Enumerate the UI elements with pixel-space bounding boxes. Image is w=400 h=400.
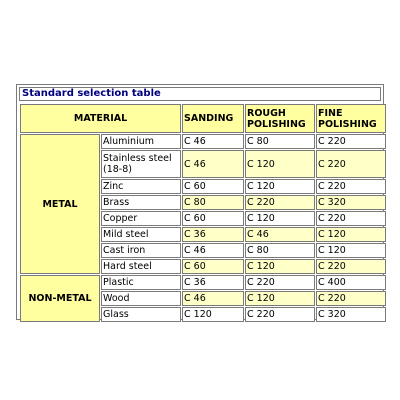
sanding-cell: C 80 (182, 195, 244, 210)
sanding-cell: C 36 (182, 227, 244, 242)
sanding-cell: C 46 (182, 150, 244, 178)
material-cell: Hard steel (101, 259, 181, 274)
material-cell: Zinc (101, 179, 181, 194)
sanding-cell: C 46 (182, 134, 244, 149)
rough-polishing-cell: C 80 (245, 134, 315, 149)
selection-table-frame (16, 84, 384, 320)
fine-polishing-cell: C 320 (316, 195, 386, 210)
rough-polishing-cell: C 120 (245, 259, 315, 274)
material-cell: Plastic (101, 275, 181, 290)
rough-polishing-cell: C 220 (245, 307, 315, 322)
material-cell: Brass (101, 195, 181, 210)
rough-polishing-cell: C 220 (245, 195, 315, 210)
sanding-cell: C 60 (182, 179, 244, 194)
header-sanding: SANDING (182, 104, 244, 133)
header-fine-line2: POLISHING (318, 118, 377, 130)
sanding-cell: C 60 (182, 211, 244, 226)
rough-polishing-cell: C 46 (245, 227, 315, 242)
fine-polishing-cell: C 120 (316, 227, 386, 242)
header-fine-line1: FINE (318, 107, 343, 119)
group-label-metal: METAL (20, 134, 100, 274)
fine-polishing-cell: C 220 (316, 259, 386, 274)
sanding-cell: C 60 (182, 259, 244, 274)
header-rough-line2: POLISHING (247, 118, 306, 130)
header-fine-polishing (316, 104, 386, 133)
material-line2: (18-8) (103, 164, 132, 175)
sanding-cell: C 120 (182, 307, 244, 322)
fine-polishing-cell: C 220 (316, 134, 386, 149)
material-cell: Cast iron (101, 243, 181, 258)
fine-polishing-cell: C 120 (316, 243, 386, 258)
material-cell: Copper (101, 211, 181, 226)
rough-polishing-cell: C 120 (245, 291, 315, 306)
sanding-cell: C 46 (182, 243, 244, 258)
rough-polishing-cell: C 120 (245, 211, 315, 226)
fine-polishing-cell: C 320 (316, 307, 386, 322)
sanding-cell: C 36 (182, 275, 244, 290)
material-cell (101, 150, 181, 178)
fine-polishing-cell: C 220 (316, 291, 386, 306)
rough-polishing-cell: C 220 (245, 275, 315, 290)
material-cell: Glass (101, 307, 181, 322)
material-cell: Wood (101, 291, 181, 306)
material-line1: Stainless steel (103, 153, 172, 164)
fine-polishing-cell: C 220 (316, 150, 386, 178)
material-cell: Aluminium (101, 134, 181, 149)
header-row (20, 104, 386, 133)
header-material: MATERIAL (20, 104, 181, 133)
sanding-cell: C 46 (182, 291, 244, 306)
fine-polishing-cell: C 400 (316, 275, 386, 290)
header-rough-line1: ROUGH (247, 107, 286, 119)
rough-polishing-cell: C 120 (245, 179, 315, 194)
group-label-non-metal: NON-METAL (20, 275, 100, 322)
rough-polishing-cell: C 80 (245, 243, 315, 258)
fine-polishing-cell: C 220 (316, 211, 386, 226)
header-rough-polishing (245, 104, 315, 133)
fine-polishing-cell: C 220 (316, 179, 386, 194)
rough-polishing-cell: C 120 (245, 150, 315, 178)
table-row (20, 275, 386, 290)
table-row (20, 134, 386, 149)
table-caption: Standard selection table (19, 87, 381, 101)
selection-table (19, 103, 387, 323)
material-cell: Mild steel (101, 227, 181, 242)
